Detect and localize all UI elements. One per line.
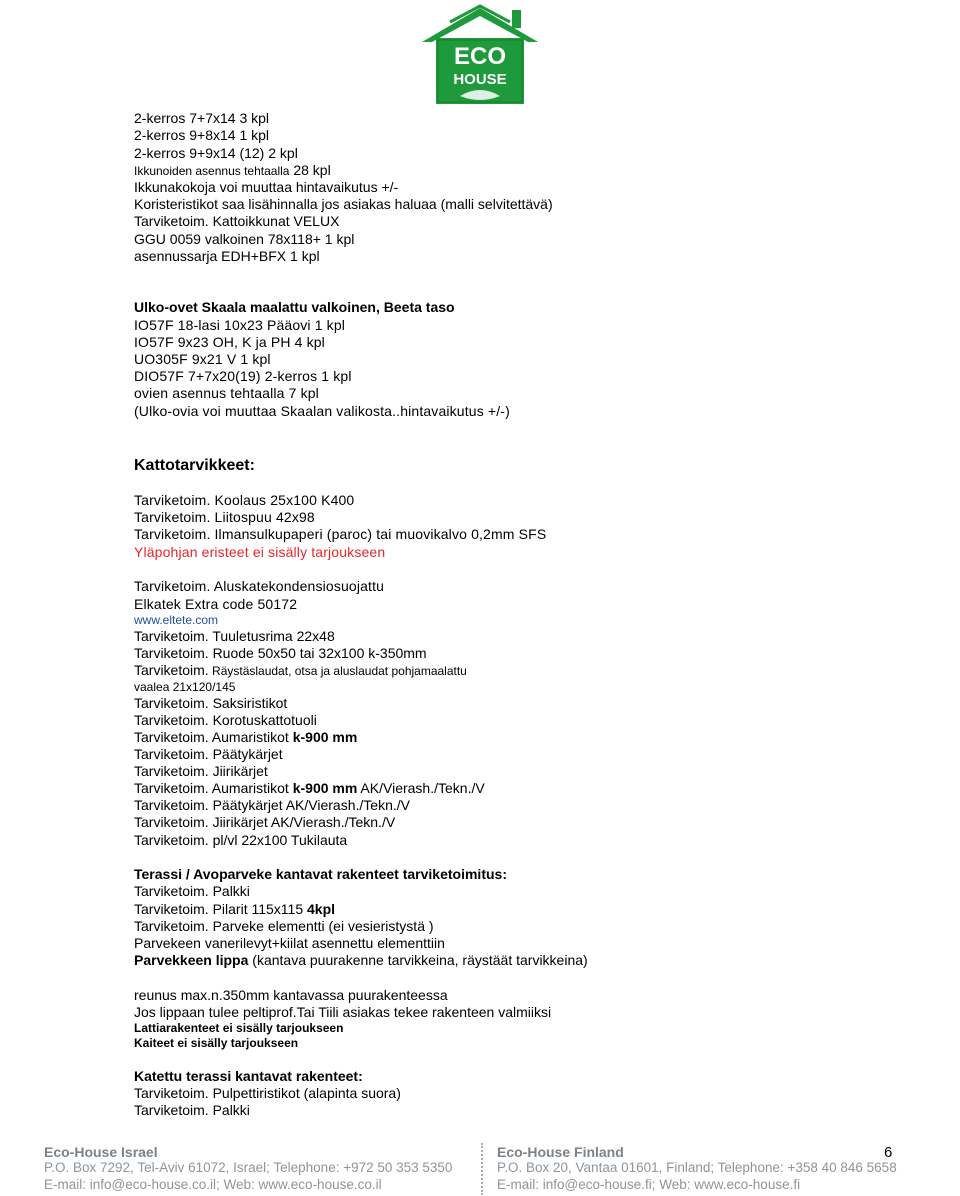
roof-supplies-heading: Kattotarvikkeet:	[134, 457, 255, 474]
roof-line-14	[134, 730, 357, 744]
roof-line-17-text: Tarviketoim. Aumaristikot	[134, 780, 293, 796]
footer-finland-contact: E-mail: info@eco-house.fi; Web: www.eco-house.fi	[497, 1176, 801, 1192]
footer-finland-address: P.O. Box 20, Vantaa 01601, Finland; Telephone: +358 40 846 5658	[497, 1160, 897, 1175]
footer-divider	[481, 1143, 483, 1195]
roof-line-13: Tarviketoim. Korotuskattotuoli	[134, 712, 317, 728]
terrace-line-2-bold: 4kpl	[307, 901, 336, 917]
window-line-1: 2-kerros 7+7x14 3 kpl	[134, 110, 270, 126]
terrace-line-6: reunus max.n.350mm kantavassa puurakenteessa	[134, 987, 448, 1003]
roof-line-9: Tarviketoim. Ruode 50x50 tai 32x100 k-350mm	[134, 645, 427, 661]
terrace-line-2	[134, 902, 335, 916]
door-line-3: UO305F 9x21 V 1 kpl	[134, 351, 271, 367]
window-size-note: Ikkunakokoja voi muuttaa hintavaikutus +/-	[134, 179, 399, 195]
logo-line1: ECO	[453, 43, 507, 70]
window-line-3: 2-kerros 9+9x14 (12) 2 kpl	[134, 145, 298, 161]
eltete-link[interactable]: www.eltete.com	[134, 613, 219, 627]
railing-excluded-note: Kaiteet ei sisälly tarjoukseen	[134, 1036, 299, 1050]
terrace-line-5-text: (kantava puurakenne tarvikkeina, räystäät tarvikkeina)	[248, 952, 588, 968]
doors-heading: Ulko-ovet Skaala maalattu valkoinen, Beeta taso	[134, 299, 455, 315]
door-line-1: IO57F 18-lasi 10x23 Pääovi 1 kpl	[134, 317, 346, 333]
terrace-line-4: Parvekeen vanerilevyt+kiilat asennettu elementtiin	[134, 935, 445, 951]
roof-line-16: Tarviketoim. Jiirikärjet	[134, 763, 268, 779]
covered-line-1: Tarviketoim. Pulpettiristikot (alapinta suora)	[134, 1085, 401, 1101]
roof-line-20: Tarviketoim. pl/vl 22x100 Tukilauta	[134, 832, 348, 848]
page-number: 6	[884, 1144, 893, 1161]
eco-house-logo	[416, 4, 544, 108]
door-line-6: (Ulko-ovia voi muuttaa Skaalan valikosta..hintavaikutus +/-)	[134, 403, 510, 419]
roof-line-11: vaalea 21x120/145	[134, 680, 236, 694]
insulation-excluded-note: Yläpohjan eristeet ei sisälly tarjoukseen	[134, 544, 386, 560]
window-install-line	[134, 163, 331, 179]
velux-line: GGU 0059 valkoinen 78x118+ 1 kpl	[134, 231, 355, 247]
logo-line2: HOUSE	[453, 71, 507, 88]
roof-line-10-prefix: Tarviketoim.	[134, 662, 209, 678]
terrace-line-1: Tarviketoim. Palkki	[134, 883, 250, 899]
roof-line-6: Elkatek Extra code 50172	[134, 596, 298, 612]
roof-line-5: Tarviketoim. Aluskatekondensiosuojattu	[134, 578, 385, 594]
footer-finland-title: Eco-House Finland	[497, 1144, 624, 1160]
terrace-line-2-text: Tarviketoim. Pilarit 115x115	[134, 901, 307, 917]
roof-line-14-bold: k-900 mm	[292, 729, 358, 745]
terrace-line-7: Jos lippaan tulee peltiprof.Tai Tiili asiakas tekee rakenteen valmiiksi	[134, 1004, 552, 1020]
roof-line-15: Tarviketoim. Päätykärjet	[134, 746, 283, 762]
footer-israel-title: Eco-House Israel	[44, 1144, 158, 1160]
roof-line-17-suffix: AK/Vierash./Tekn./V	[357, 780, 485, 796]
door-line-4: DIO57F 7+7x20(19) 2-kerros 1 kpl	[134, 368, 352, 384]
door-line-2: IO57F 9x23 OH, K ja PH 4 kpl	[134, 334, 325, 350]
terrace-line-3: Tarviketoim. Parveke elementti (ei vesieristystä )	[134, 918, 434, 934]
roof-line-10	[134, 663, 467, 679]
footer-israel	[44, 1144, 452, 1193]
roof-line-10-text: Räystäslaudat, otsa ja aluslaudat pohjamaalattu	[208, 664, 467, 678]
roof-line-14-text: Tarviketoim. Aumaristikot	[134, 729, 293, 745]
terrace-line-5	[134, 953, 588, 967]
roof-line-3: Tarviketoim. Ilmansulkupaperi (paroc) tai muovikalvo 0,2mm SFS	[134, 526, 547, 542]
install-kit-line: asennussarja EDH+BFX 1 kpl	[134, 248, 320, 264]
roof-line-17	[134, 781, 485, 795]
roof-window-line: Tarviketoim. Kattoikkunat VELUX	[134, 213, 340, 229]
terrace-heading: Terassi / Avoparveke kantavat rakenteet tarviketoimitus:	[134, 866, 507, 882]
roof-line-8: Tarviketoim. Tuuletusrima 22x48	[134, 628, 335, 644]
footer-israel-address: P.O. Box 7292, Tel-Aviv 61072, Israel; Telephone: +972 50 353 5350	[44, 1160, 453, 1175]
roof-line-2: Tarviketoim. Liitospuu 42x98	[134, 509, 315, 525]
window-line-2: 2-kerros 9+8x14 1 kpl	[134, 127, 270, 143]
floor-excluded-note: Lattiarakenteet ei sisälly tarjoukseen	[134, 1021, 344, 1035]
footer-finland	[497, 1144, 897, 1193]
covered-line-2: Tarviketoim. Palkki	[134, 1102, 250, 1118]
door-line-5: ovien asennus tehtaalla 7 kpl	[134, 385, 319, 401]
decor-grille-note: Koristeristikot saa lisähinnalla jos asiakas haluaa (malli selvitettävä)	[134, 196, 553, 212]
terrace-line-5-bold: Parvekkeen lippa	[134, 952, 249, 968]
roof-line-19: Tarviketoim. Jiirikärjet AK/Vierash./Tekn./V	[134, 814, 396, 830]
covered-terrace-heading: Katettu terassi kantavat rakenteet:	[134, 1068, 363, 1084]
footer-israel-contact: E-mail: info@eco-house.co.il; Web: www.eco-house.co.il	[44, 1176, 382, 1192]
window-install-count: 28 kpl	[289, 162, 331, 178]
roof-line-18: Tarviketoim. Päätykärjet AK/Vierash./Tekn./V	[134, 797, 410, 813]
roof-line-12: Tarviketoim. Saksiristikot	[134, 695, 288, 711]
roof-line-1: Tarviketoim. Koolaus 25x100 K400	[134, 492, 355, 508]
window-install-text: Ikkunoiden asennus tehtaalla	[134, 164, 290, 178]
roof-line-17-bold: k-900 mm	[292, 780, 358, 796]
